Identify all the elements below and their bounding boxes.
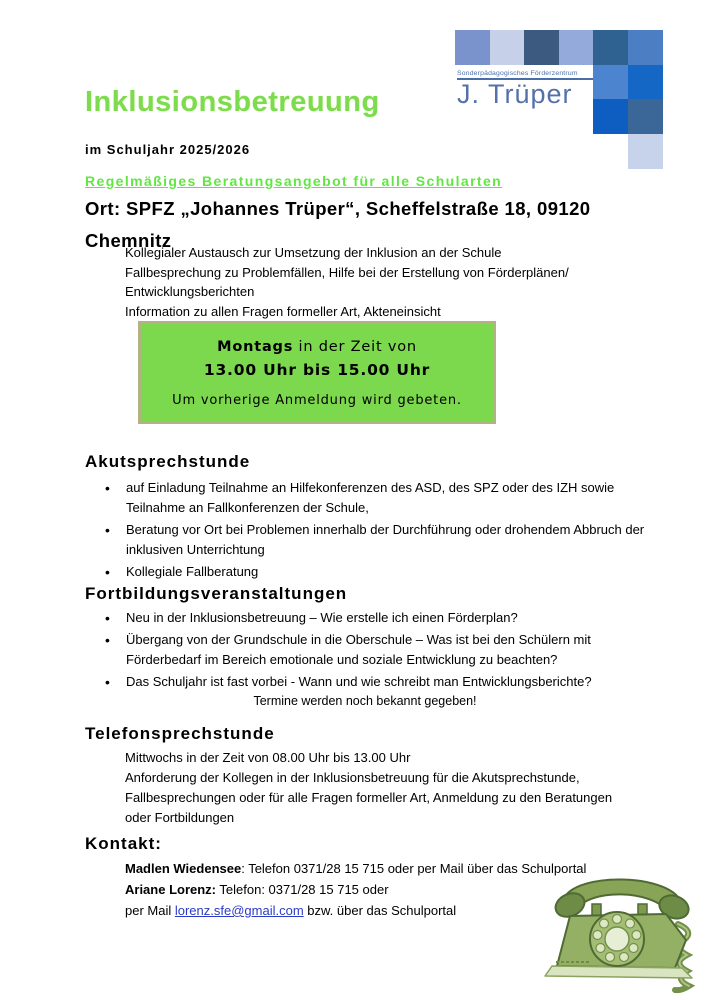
logo-square: [628, 65, 663, 100]
notice-box: [138, 321, 496, 424]
list-item: • Übergang von der Grundschule in die Oberschule – Was ist bei den Schülern mit Förderbedarf im Bereich emotionale und soziale Entwicklung zu beachten?: [103, 630, 651, 670]
telefon-line: Anforderung der Kollegen in der Inklusionsbetreuung für die Akutsprechstunde,: [125, 770, 580, 785]
logo-square: [593, 99, 628, 134]
notice-day: Montags: [217, 339, 294, 355]
logo-square: [490, 30, 525, 65]
section-heading-fortbildung: Fortbildungsveranstaltungen: [85, 584, 348, 603]
akut-bullet-list: [103, 478, 651, 584]
termine-note: Termine werden noch bekannt gegeben!: [253, 694, 477, 708]
email-link[interactable]: lorenz.sfe@gmail.com: [174, 903, 304, 918]
logo-org-name: Sonderpädagogisches Förderzentrum: [457, 70, 593, 80]
list-item: • auf Einladung Teilnahme an Hilfekonferenzen des ASD, des SPZ oder des IZH sowie Teilnahme an Fallkonferenzen der Schule,: [103, 478, 651, 518]
list-item: • Neu in der Inklusionsbetreuung – Wie erstelle ich einen Förderplan?: [103, 608, 651, 628]
fortbildung-bullet-list: [103, 608, 651, 694]
school-year: im Schuljahr 2025/2026: [85, 142, 251, 157]
contact-name-2: Ariane Lorenz:: [125, 882, 217, 897]
notice-time: 13.00 Uhr bis 15.00 Uhr: [203, 361, 431, 379]
logo-square: [628, 134, 663, 169]
intro-line: Fallbesprechung zu Problemfällen, Hilfe bei der Erstellung von Förderplänen/: [125, 264, 569, 280]
logo-square: [455, 30, 490, 65]
telephone-icon: [540, 866, 706, 994]
logo-square: [593, 30, 628, 65]
contact-info-1: : Telefon 0371/28 15 715 oder per Mail über das Schulportal: [241, 861, 587, 876]
telefon-line: Mittwochs in der Zeit von 08.00 Uhr bis 13.00 Uhr: [125, 750, 411, 765]
logo-square: [593, 65, 628, 100]
logo-square: [628, 30, 663, 65]
section-heading-akutsprechstunde: Akutsprechstunde: [85, 452, 251, 471]
list-item: • Beratung vor Ort bei Problemen innerhalb der Durchführung oder drohendem Abbruch der inklusiven Unterrichtung: [103, 520, 651, 560]
logo-square: [559, 30, 594, 65]
notice-line-1: [141, 339, 493, 355]
section-heading-telefonsprechstunde: Telefonsprechstunde: [85, 724, 275, 743]
list-item: • Kollegiale Fallberatung: [103, 562, 651, 582]
school-logo: [455, 30, 663, 169]
contact-info-3-suffix: bzw. über das Schulportal: [303, 903, 457, 918]
list-item: • Das Schuljahr ist fast vorbei - Wann und wie schreibt man Entwicklungsberichte?: [103, 672, 651, 692]
intro-line: Kollegialer Austausch zur Umsetzung der Inklusion an der Schule: [125, 245, 502, 260]
location-heading: Ort: SPFZ „Johannes Trüper“, Scheffelstraße 18, 09120 Chemnitz: [85, 198, 591, 251]
telefon-text: [125, 748, 680, 828]
intro-text: [125, 243, 680, 321]
notice-registration: Um vorherige Anmeldung wird gebeten.: [172, 393, 462, 408]
intro-line: Information zu allen Fragen formeller Art, Akteneinsicht: [125, 303, 441, 319]
logo-square: [524, 30, 559, 65]
logo-square: [628, 99, 663, 134]
page-title: Inklusionsbetreuung: [85, 86, 380, 118]
logo-text: [457, 70, 593, 108]
logo-school-name: J. Trüper: [457, 79, 573, 109]
notice-line-1-rest: in der Zeit von: [293, 339, 417, 355]
telefon-line: oder Fortbildungen: [125, 810, 235, 825]
intro-line: Entwicklungsberichten: [125, 284, 255, 299]
section-heading-kontakt: Kontakt:: [85, 834, 162, 853]
telefon-line: Fallbesprechungen oder für alle Fragen formeller Art, Anmeldung zu den Beratungen: [125, 790, 613, 805]
subtitle: Regelmäßiges Beratungsangebot für alle Schularten: [85, 173, 503, 189]
contact-name-1: Madlen Wiedensee: [125, 861, 242, 876]
contact-info-2: Telefon: 0371/28 15 715 oder: [216, 882, 389, 897]
contact-info-3-prefix: per Mail: [125, 903, 175, 918]
